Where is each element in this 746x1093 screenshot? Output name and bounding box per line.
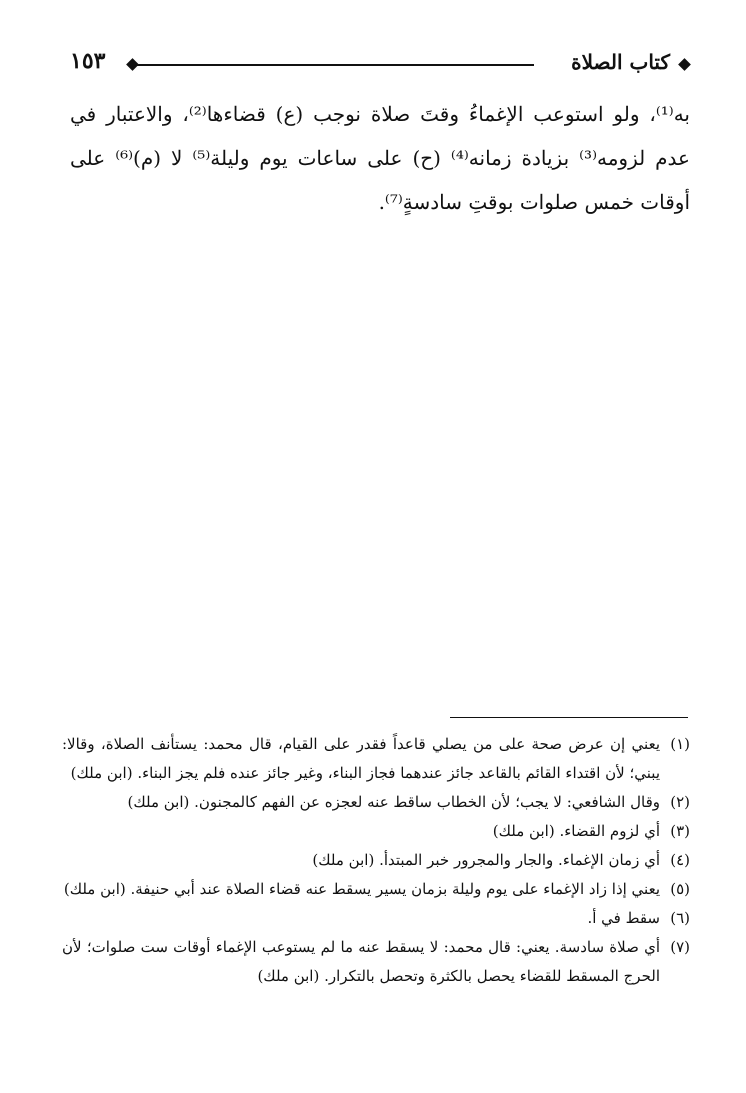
footnote-3: [62, 817, 690, 846]
main-paragraph: به⁽¹⁾، ولو استوعب الإغماءُ وقتَ صلاة نوجب (ع) قضاءها⁽²⁾، والاعتبار في عدم لزومه⁽³⁾ بزيادة زمانه⁽⁴⁾ (ح) على ساعات يوم وليلة⁽⁵⁾ لا (م)⁽⁶⁾ على أوقات خمس صلوات بوقتِ سادسةٍ⁽⁷⁾.: [70, 102, 690, 214]
footnote-separator: [450, 717, 688, 718]
page-number: ١٥٣: [70, 48, 106, 74]
footnote-text: سقط في أ.: [587, 909, 660, 927]
chapter-title: كتاب الصلاة: [571, 50, 670, 74]
footnote-5: [62, 875, 690, 904]
footnote-text: يعني إذا زاد الإغماء على يوم وليلة بزمان يسير يسقط عنه قضاء الصلاة عند أبي حنيفة. (ابن ملك): [63, 880, 660, 898]
footnote-number: (٧): [670, 938, 690, 956]
footnote-number: (٢): [670, 793, 690, 811]
footnote-2: [62, 788, 690, 817]
footnote-text: وقال الشافعي: لا يجب؛ لأن الخطاب ساقط عنه لعجزه عن الفهم كالمجنون. (ابن ملك): [127, 793, 660, 811]
footnote-7: [62, 933, 690, 991]
main-text: [70, 92, 690, 224]
footnote-text: أي لزوم القضاء. (ابن ملك): [492, 822, 660, 840]
footnote-number: (٤): [670, 851, 690, 869]
header-rule: [134, 64, 534, 66]
footnote-text: يعني إن عرض صحة على من يصلي قاعداً فقدر على القيام، قال محمد: يستأنف الصلاة، وقالا: يبني؛ لأن اقتداء القائم بالقاعد جائز عندهما فجاز البناء، وغير جائز عنده فلم يجز البناء. (ابن ملك): [62, 735, 660, 782]
footnotes: [62, 730, 690, 991]
footnote-number: (١): [670, 735, 690, 753]
footnote-number: (٦): [670, 909, 690, 927]
page-header: [70, 44, 688, 84]
footnote-text: أي صلاة سادسة. يعني: قال محمد: لا يسقط عنه ما لم يستوعب الإغماء أوقات ست صلوات؛ لأن الحرج المسقط للقضاء يحصل بالكثرة وتحصل بالتكرار. (ابن ملك): [62, 938, 660, 985]
footnote-6: [62, 904, 690, 933]
footnote-4: [62, 846, 690, 875]
footnote-number: (٥): [670, 880, 690, 898]
footnote-text: أي زمان الإغماء. والجار والمجرور خبر المبتدأ. (ابن ملك): [312, 851, 660, 869]
footnote-1: [62, 730, 690, 788]
footnote-number: (٣): [670, 822, 690, 840]
diamond-ornament-right: [678, 58, 691, 71]
